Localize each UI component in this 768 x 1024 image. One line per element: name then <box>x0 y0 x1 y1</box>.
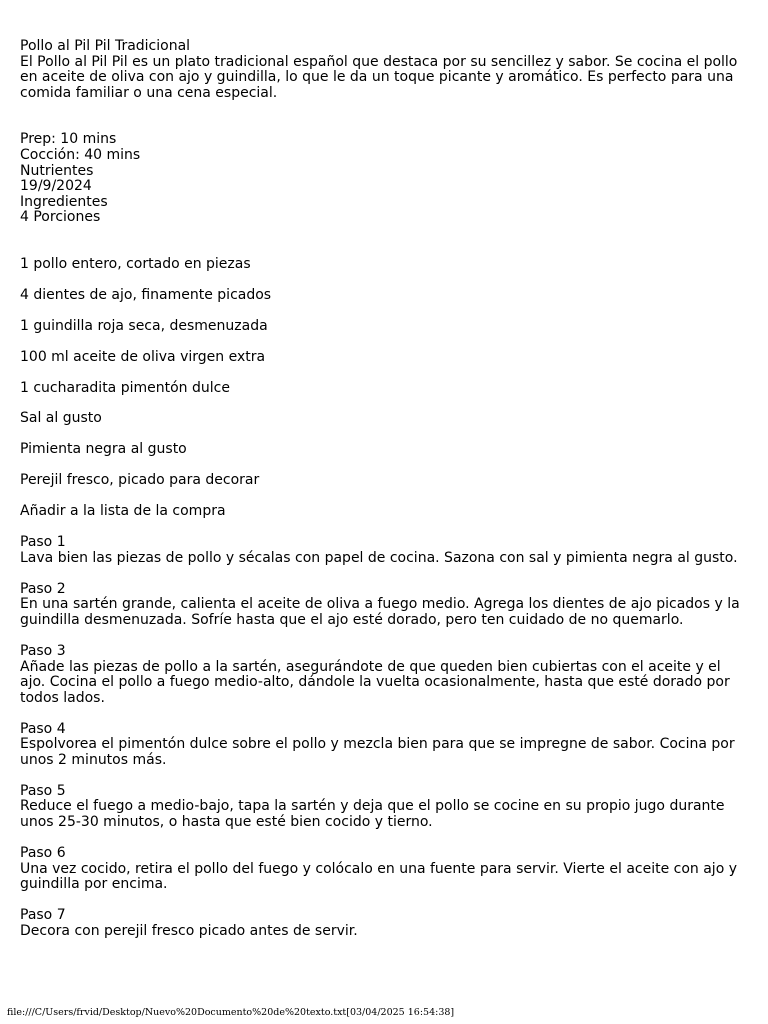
step-text: Añade las piezas de pollo a la sartén, asegurándote de que queden bien cubiertas con el aceite y el ajo. Cocina el pollo a fuego medio-alto, dándole la vuelta ocasionalmente, hasta que esté dorado por todos lados. <box>20 658 730 706</box>
recipe-description: El Pollo al Pil Pil es un plato tradicional español que destaca por su sencillez y sabor. Se cocina el pollo en aceite de oliva con ajo y guindilla, lo que le da un toque picante y aromático. Es perfecto para una comida familiar o una cena especial. <box>20 53 738 101</box>
step-text: En una sartén grande, calienta el aceite de oliva a fuego medio. Agrega los dientes de ajo picados y la guindilla desmenuzada. Sofríe hasta que el ajo esté dorado, pero ten cuidado de no quemarlo. <box>20 596 740 628</box>
list-item: 1 guindilla roja seca, desmenuzada <box>20 317 268 334</box>
prep-time: Prep: 10 mins <box>20 131 117 148</box>
step-label: Paso 7 <box>20 907 66 924</box>
spacer <box>20 226 750 257</box>
step-label: Paso 4 <box>20 720 66 737</box>
list-item: 1 cucharadita pimentón dulce <box>20 379 230 396</box>
add-to-shopping-list-link[interactable]: Añadir a la lista de la compra <box>20 503 226 520</box>
list-item: 1 pollo entero, cortado en piezas <box>20 255 251 272</box>
recipe-title: Pollo al Pil Pil Tradicional <box>20 38 191 54</box>
list-item: 4 dientes de ajo, finamente picados <box>20 286 272 303</box>
step-item <box>20 908 750 939</box>
step-item <box>20 535 750 566</box>
step-label: Paso 6 <box>20 845 66 862</box>
step-item <box>20 784 750 831</box>
ingredient-list <box>20 257 750 489</box>
step-label: Paso 3 <box>20 642 66 659</box>
step-text: Decora con perejil fresco picado antes de servir. <box>20 922 358 939</box>
ingredients-heading: Ingredientes <box>20 193 108 210</box>
recipe-document <box>20 39 750 955</box>
step-item <box>20 644 750 706</box>
step-label: Paso 1 <box>20 534 66 551</box>
recipe-date: 19/9/2024 <box>20 178 92 195</box>
step-label: Paso 5 <box>20 782 66 799</box>
list-item: Sal al gusto <box>20 410 102 427</box>
list-item: Perejil fresco, picado para decorar <box>20 472 260 489</box>
nutrients-label: Nutrientes <box>20 162 94 179</box>
print-footer: file:///C/Users/frvid/Desktop/Nuevo%20Documento%20de%20texto.txt[03/04/2025 16:54:38] <box>7 1007 455 1018</box>
step-item <box>20 582 750 629</box>
step-text: Reduce el fuego a medio-bajo, tapa la sartén y deja que el pollo se cocine en su propio jugo durante unos 25-30 minutos, o hasta que esté bien cocido y tierno. <box>20 798 725 831</box>
servings: 4 Porciones <box>20 209 101 226</box>
list-item: Pimienta negra al gusto <box>20 441 187 458</box>
step-item <box>20 846 750 893</box>
step-list <box>20 535 750 939</box>
cook-time: Cocción: 40 mins <box>20 146 141 163</box>
spacer <box>20 101 750 132</box>
step-text: Lava bien las piezas de pollo y sécalas con papel de cocina. Sazona con sal y pimienta negra al gusto. <box>20 549 738 566</box>
step-text: Una vez cocido, retira el pollo del fuego y colócalo en una fuente para servir. Vierte el aceite con ajo y guindilla por encima. <box>20 860 738 893</box>
step-item <box>20 722 750 769</box>
step-text: Espolvorea el pimentón dulce sobre el pollo y mezcla bien para que se impregne de sabor. Cocina por unos 2 minutos más. <box>20 736 735 768</box>
list-item: 100 ml aceite de oliva virgen extra <box>20 348 266 365</box>
recipe-meta <box>20 132 750 226</box>
step-label: Paso 2 <box>20 580 66 597</box>
